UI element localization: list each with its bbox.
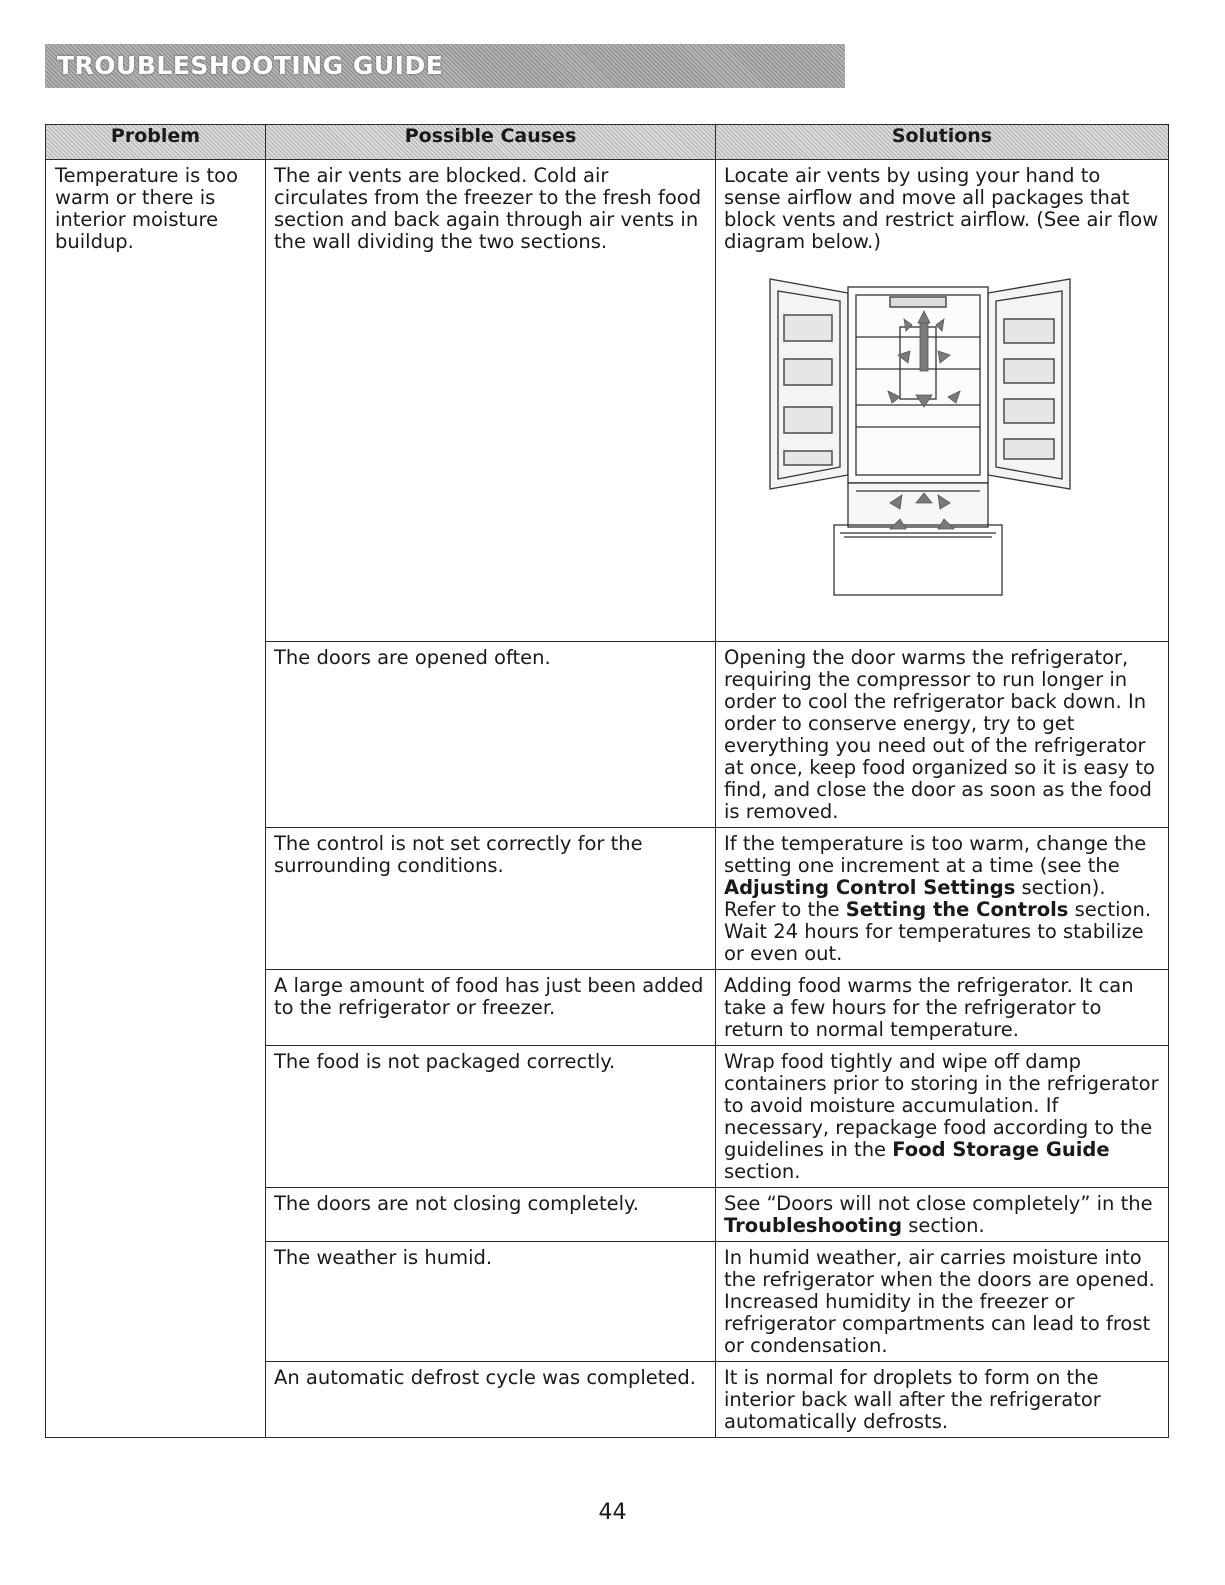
cause-cell [266,1242,716,1362]
section-title-banner [45,44,845,88]
troubleshooting-table [45,124,1169,1438]
air-flow-diagram [760,267,1080,607]
header-solutions: Solutions [716,125,1169,160]
solution-text-a: If the temperature is too warm, change the setting one increment at a time (see the [724,832,1147,877]
cause-cell [266,1362,716,1438]
solution-text: It is normal for droplets to form on the interior back wall after the refrigerator automatically defrosts. [724,1366,1101,1433]
solution-cell [716,1188,1169,1242]
cause-text: The control is not set correctly for the surrounding conditions. [274,832,643,877]
cause-text: A large amount of food has just been added to the refrigerator or freezer. [274,974,704,1019]
solution-text-c: section. [724,1160,801,1183]
solution-text-a: Wrap food tightly and wipe off damp containers prior to storing in the refrigerator to avoid moisture accumulation. If necessary, repackage food according to the guidelines in the [724,1050,1159,1161]
cause-cell [266,1046,716,1188]
solution-cell [716,1242,1169,1362]
solution-cell [716,642,1169,828]
cause-text: The weather is humid. [274,1246,493,1269]
cause-text: An automatic defrost cycle was completed. [274,1366,696,1389]
solution-text-e: section. Wait 24 hours for temperatures to stabilize or even out. [724,898,1152,965]
setting-the-controls-ref: Setting the Controls [845,898,1069,921]
cause-text: The food is not packaged correctly. [274,1050,616,1073]
header-row [46,125,1169,160]
solution-text: Adding food warms the refrigerator. It can take a few hours for the refrigerator to return to normal temperature. [724,974,1134,1041]
troubleshooting-ref: Troubleshooting [724,1214,903,1237]
cause-cell [266,160,716,642]
cause-text: The doors are opened often. [274,646,551,669]
solution-text-c: section. [902,1214,985,1237]
solution-cell [716,160,1169,642]
refrigerator-airflow-illustration [760,267,1080,607]
solution-text: In humid weather, air carries moisture into the refrigerator when the doors are opened. Increased humidity in the freezer or refrigerator compartments can lead to frost or condensation. [724,1246,1155,1357]
section-title: TROUBLESHOOTING GUIDE [57,51,444,80]
solution-cell [716,1046,1169,1188]
cause-text: The doors are not closing completely. [274,1192,639,1215]
header-possible-causes: Possible Causes [266,125,716,160]
cause-cell [266,1188,716,1242]
cause-cell [266,970,716,1046]
solution-cell [716,970,1169,1046]
solution-text-a: See “Doors will not close completely” in the [724,1192,1153,1215]
header-problem: Problem [46,125,266,160]
problem-cell [46,160,266,1438]
solution-text: Locate air vents by using your hand to sense airflow and move all packages that block vents and restrict airflow. (See air flow diagram below.) [724,164,1159,253]
cause-cell [266,642,716,828]
solution-cell [716,1362,1169,1438]
cause-cell [266,828,716,970]
problem-text: Temperature is too warm or there is interior moisture buildup. [55,164,239,253]
table-row [46,160,1169,642]
solution-text: Opening the door warms the refrigerator, requiring the compressor to run longer in order to cool the refrigerator back down. In order to conserve energy, try to get everything you need out of the refrigerator at once, keep food organized so it is easy to find, and close the door as soon as the food is removed. [724,646,1155,823]
cause-text: The air vents are blocked. Cold air circulates from the freezer to the fresh food section and back again through air vents in the wall dividing the two sections. [274,164,702,253]
food-storage-guide-ref: Food Storage Guide [892,1138,1110,1161]
solution-cell [716,828,1169,970]
adjusting-control-settings-ref: Adjusting Control Settings [724,876,1016,899]
page-number: 44 [598,1500,627,1525]
solution-text-c: section). Refer to the [724,876,1106,921]
